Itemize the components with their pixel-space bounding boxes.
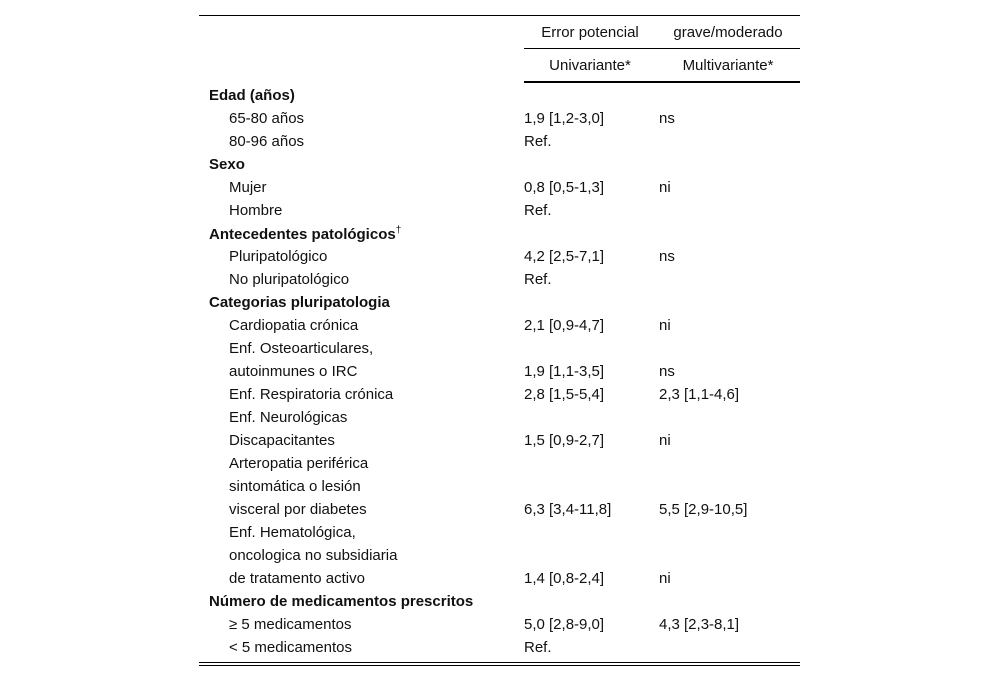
multivariante-value: ni (659, 317, 671, 334)
footnote-mark: † (395, 224, 402, 236)
row-label: ≥ 5 medicamentos (229, 616, 352, 633)
section-row (199, 84, 800, 107)
row-label: Enf. Respiratoria crónica (229, 386, 394, 403)
section-row (199, 222, 800, 245)
row-label: Mujer (229, 179, 267, 196)
univariante-value: Ref. (524, 639, 552, 656)
row-label-cell (199, 271, 524, 288)
table-row (199, 521, 800, 544)
row-label: Arteropatia periférica (229, 455, 369, 472)
table-row (199, 176, 800, 199)
section-row (199, 291, 800, 314)
univariante-value: 1,9 [1,1-3,5] (524, 363, 605, 380)
univariante-value: Ref. (524, 271, 552, 288)
row-label-cell (199, 248, 524, 265)
row-label: oncologica no subsidiaria (229, 547, 398, 564)
row-label-cell (199, 478, 524, 495)
section-label-cell (199, 294, 524, 311)
univariante-value: 2,1 [0,9-4,7] (524, 317, 605, 334)
multivariante-value: 5,5 [2,9-10,5] (659, 501, 748, 518)
table-row (199, 544, 800, 567)
section-row (199, 590, 800, 613)
table-row (199, 199, 800, 222)
row-label-cell (199, 202, 524, 219)
univariante-value: 5,0 [2,8-9,0] (524, 616, 605, 633)
row-label-cell (199, 386, 524, 403)
row-label: Enf. Osteoarticulares, (229, 340, 374, 357)
row-label: Hombre (229, 202, 283, 219)
table-row (199, 383, 800, 406)
row-label: 80-96 años (229, 133, 305, 150)
header-grave-moderado: grave/moderado (673, 23, 783, 41)
row-label: Categorias pluripatologia (209, 294, 390, 311)
row-label-cell (199, 179, 524, 196)
multivariante-value: ns (659, 248, 675, 265)
header-bottom-rule (524, 81, 800, 83)
multivariante-value: ni (659, 432, 671, 449)
row-label: visceral por diabetes (229, 501, 367, 518)
row-label-cell (199, 432, 524, 449)
table-row (199, 498, 800, 521)
table-body (199, 83, 800, 659)
row-label: Enf. Neurológicas (229, 409, 348, 426)
univariante-value: Ref. (524, 202, 552, 219)
multivariante-value: ni (659, 570, 671, 587)
row-label: sintomática o lesión (229, 478, 361, 495)
row-label: Cardiopatia crónica (229, 317, 359, 334)
row-label: Discapacitantes (229, 432, 335, 449)
row-label-cell (199, 340, 524, 357)
row-label-cell (199, 616, 524, 633)
table-row (199, 314, 800, 337)
row-label: Edad (años) (209, 87, 295, 104)
table-row (199, 429, 800, 452)
section-label-cell (199, 156, 524, 173)
table-row (199, 452, 800, 475)
row-label-cell (199, 409, 524, 426)
row-label-cell (199, 317, 524, 334)
multivariante-value: ns (659, 363, 675, 380)
section-label-cell (199, 225, 524, 243)
section-label-cell (199, 87, 524, 104)
table-row (199, 567, 800, 590)
row-label-cell (199, 639, 524, 656)
row-label-cell (199, 547, 524, 564)
row-label-cell (199, 570, 524, 587)
results-table (199, 15, 800, 666)
section-row (199, 153, 800, 176)
header-row-sub (199, 49, 800, 81)
row-label: de tratamento activo (229, 570, 365, 587)
multivariante-value: ni (659, 179, 671, 196)
row-label: Enf. Hematológica, (229, 524, 356, 541)
univariante-value: 1,4 [0,8-2,4] (524, 570, 605, 587)
row-label: Número de medicamentos prescritos (209, 593, 474, 610)
univariante-value: 4,2 [2,5-7,1] (524, 248, 605, 265)
section-label-cell (199, 593, 524, 610)
row-label: autoinmunes o IRC (229, 363, 358, 380)
table-row (199, 475, 800, 498)
table-row (199, 245, 800, 268)
header-error-potencial: Error potencial (541, 23, 639, 41)
multivariante-value: ns (659, 110, 675, 127)
header-multivariante: Multivariante* (682, 56, 774, 74)
table-bottom-rule (199, 662, 800, 663)
multivariante-value: 2,3 [1,1-4,6] (659, 386, 740, 403)
table-row (199, 337, 800, 360)
row-label-cell (199, 110, 524, 127)
univariante-value: 1,9 [1,2-3,0] (524, 110, 605, 127)
table-row (199, 636, 800, 659)
table-row (199, 107, 800, 130)
table-row (199, 360, 800, 383)
header-row-top (199, 16, 800, 48)
table-bottom-rule-double (199, 665, 800, 666)
row-label-cell (199, 455, 524, 472)
row-label: Sexo (209, 156, 245, 173)
header-mid-rule (524, 48, 800, 49)
table-row (199, 268, 800, 291)
row-label-cell (199, 133, 524, 150)
univariante-value: 0,8 [0,5-1,3] (524, 179, 605, 196)
univariante-value: 2,8 [1,5-5,4] (524, 386, 605, 403)
row-label: 65-80 años (229, 110, 305, 127)
row-label-cell (199, 363, 524, 380)
row-label: < 5 medicamentos (229, 639, 352, 656)
multivariante-value: 4,3 [2,3-8,1] (659, 616, 740, 633)
table-row (199, 406, 800, 429)
row-label-cell (199, 524, 524, 541)
table-row (199, 613, 800, 636)
header-univariante: Univariante* (549, 56, 631, 74)
univariante-value: 1,5 [0,9-2,7] (524, 432, 605, 449)
univariante-value: Ref. (524, 133, 552, 150)
row-label: Pluripatológico (229, 248, 328, 265)
row-label-cell (199, 501, 524, 518)
univariante-value: 6,3 [3,4-11,8] (524, 501, 612, 518)
row-label: Antecedentes patológicos (209, 225, 396, 243)
row-label: No pluripatológico (229, 271, 350, 288)
table-row (199, 130, 800, 153)
